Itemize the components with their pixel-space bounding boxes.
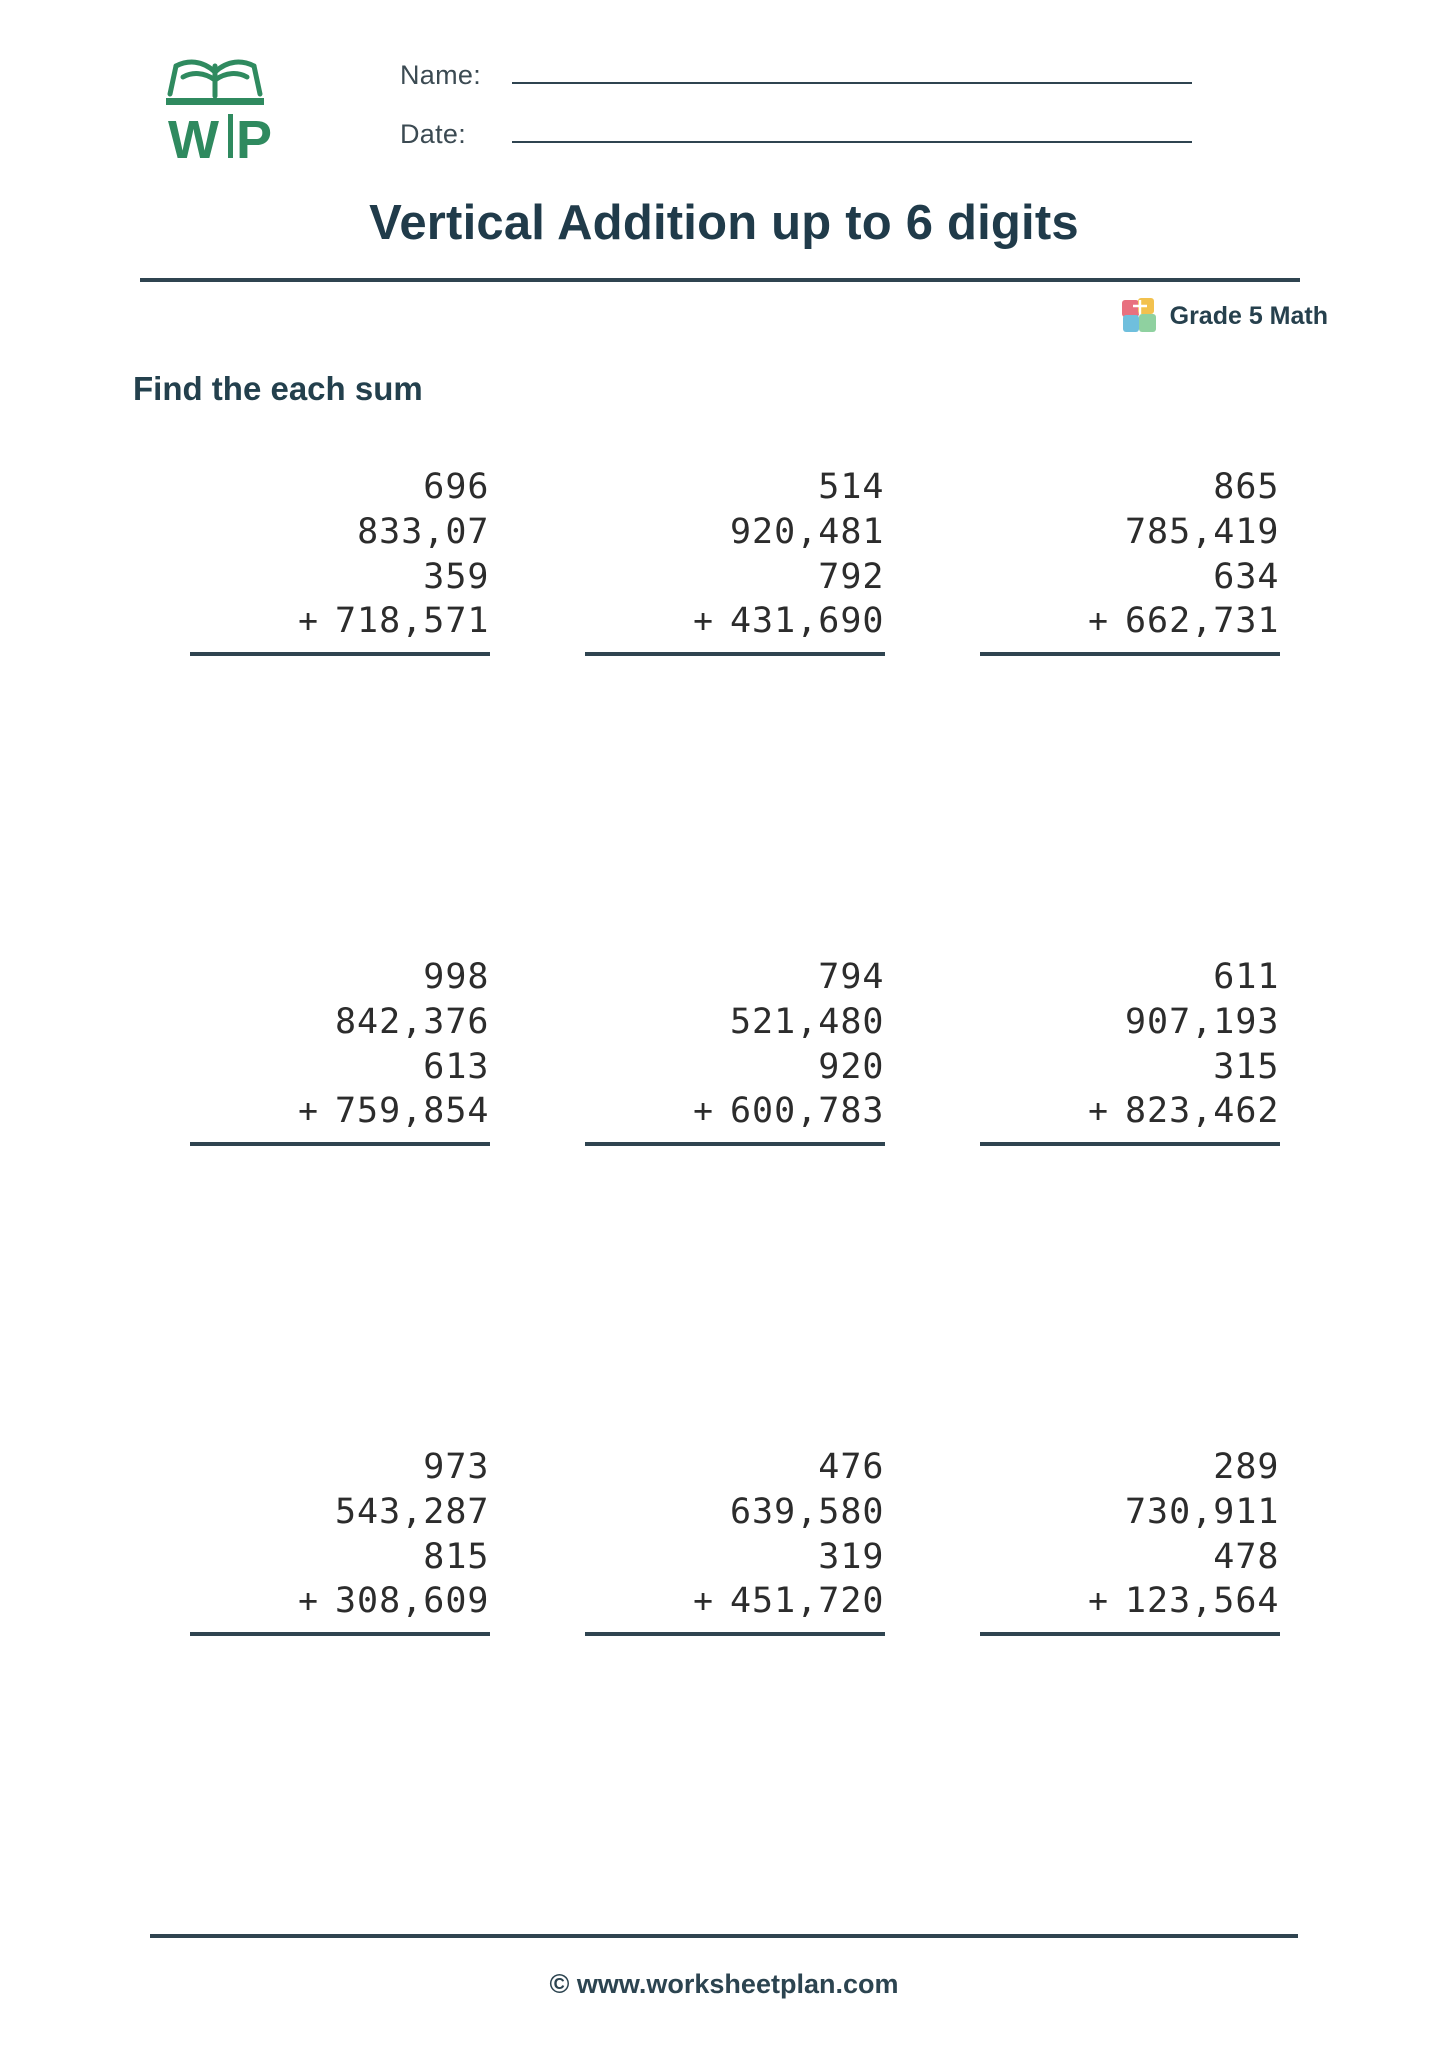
answer-line[interactable] <box>980 652 1280 656</box>
addend-4: 431,690 <box>729 601 885 642</box>
problem-2 <box>528 455 923 945</box>
operator-row <box>956 1579 1286 1624</box>
date-field-row <box>400 119 1300 150</box>
title-divider <box>140 278 1300 282</box>
operator-row <box>561 1089 891 1134</box>
operator-row <box>166 1579 496 1624</box>
name-field-row <box>400 60 1300 91</box>
answer-line[interactable] <box>585 652 885 656</box>
addend-3: 359 <box>423 556 490 597</box>
addend-3: 478 <box>1213 1536 1280 1577</box>
problem-5 <box>528 945 923 1435</box>
grade-badge-label: Grade 5 Math <box>1169 301 1328 330</box>
addend-3: 315 <box>1213 1046 1280 1087</box>
operator-row <box>561 599 891 644</box>
problems-grid <box>133 455 1318 1925</box>
addend-2: 639,580 <box>729 1491 885 1532</box>
page-title: Vertical Addition up to 6 digits <box>369 196 1079 250</box>
addend-1: 696 <box>423 467 490 507</box>
addend-2: 920,481 <box>729 511 885 552</box>
name-label: Name: <box>400 60 482 90</box>
addend-4: 451,720 <box>729 1581 885 1622</box>
puzzle-pieces-icon <box>1119 295 1161 337</box>
addend-2: 907,193 <box>1124 1001 1280 1042</box>
addend-3: 815 <box>423 1536 490 1577</box>
footer-credit: © www.worksheetplan.com <box>549 1969 899 1999</box>
date-input-line[interactable] <box>512 119 1192 143</box>
plus-operator: + <box>298 601 319 641</box>
answer-line[interactable] <box>585 1142 885 1146</box>
answer-line[interactable] <box>980 1142 1280 1146</box>
addend-2: 842,376 <box>334 1001 490 1042</box>
problem-stack <box>956 1445 1286 1636</box>
addend-1: 973 <box>423 1447 490 1487</box>
addend-2: 521,480 <box>729 1001 885 1042</box>
problem-stack <box>166 465 496 656</box>
addend-4: 308,609 <box>334 1581 490 1622</box>
addend-1: 794 <box>818 957 885 997</box>
answer-line[interactable] <box>190 652 490 656</box>
date-label: Date: <box>400 119 467 149</box>
plus-operator: + <box>693 1581 714 1621</box>
addend-4: 718,571 <box>334 601 490 642</box>
problem-9 <box>923 1435 1318 1925</box>
addend-2: 785,419 <box>1124 511 1280 552</box>
problem-stack <box>561 955 891 1146</box>
addend-1: 611 <box>1213 957 1280 997</box>
addend-2: 543,287 <box>334 1491 490 1532</box>
name-date-fields <box>400 60 1300 178</box>
addend-3: 792 <box>818 556 885 597</box>
addend-3: 920 <box>818 1046 885 1087</box>
addend-2: 730,911 <box>1124 1491 1280 1532</box>
addend-4: 823,462 <box>1124 1091 1280 1132</box>
plus-operator: + <box>1088 1581 1109 1621</box>
svg-text:P: P <box>236 110 273 170</box>
addend-1: 865 <box>1213 467 1280 507</box>
addend-3: 613 <box>423 1046 490 1087</box>
problem-stack <box>166 1445 496 1636</box>
problem-8 <box>528 1435 923 1925</box>
problem-3 <box>923 455 1318 945</box>
answer-line[interactable] <box>980 1632 1280 1636</box>
answer-line[interactable] <box>585 1632 885 1636</box>
problem-stack <box>956 955 1286 1146</box>
svg-text:W: W <box>168 110 219 170</box>
answer-line[interactable] <box>190 1632 490 1636</box>
problem-stack <box>561 1445 891 1636</box>
addend-3: 319 <box>818 1536 885 1577</box>
problem-1 <box>133 455 528 945</box>
problem-6 <box>923 945 1318 1435</box>
addend-1: 998 <box>423 957 490 997</box>
plus-operator: + <box>693 1091 714 1131</box>
operator-row <box>166 1089 496 1134</box>
addend-3: 634 <box>1213 556 1280 597</box>
worksheetplan-logo <box>150 50 280 175</box>
answer-line[interactable] <box>190 1142 490 1146</box>
footer-divider <box>150 1934 1298 1938</box>
problem-stack <box>956 465 1286 656</box>
operator-row <box>956 599 1286 644</box>
operator-row <box>956 1089 1286 1134</box>
problem-4 <box>133 945 528 1435</box>
problem-7 <box>133 1435 528 1925</box>
addend-1: 476 <box>818 1447 885 1487</box>
addend-4: 662,731 <box>1124 601 1280 642</box>
addend-1: 514 <box>818 467 885 507</box>
worksheet-header <box>140 40 1328 180</box>
problem-stack <box>561 465 891 656</box>
instruction-text: Find the each sum <box>133 370 423 407</box>
plus-operator: + <box>693 601 714 641</box>
operator-row <box>166 599 496 644</box>
plus-operator: + <box>298 1581 319 1621</box>
plus-operator: + <box>1088 601 1109 641</box>
addend-2: 833,07 <box>357 511 490 552</box>
plus-operator: + <box>1088 1091 1109 1131</box>
plus-operator: + <box>298 1091 319 1131</box>
name-input-line[interactable] <box>512 60 1192 84</box>
operator-row <box>561 1579 891 1624</box>
grade-badge <box>1119 295 1328 337</box>
addend-1: 289 <box>1213 1447 1280 1487</box>
problem-stack <box>166 955 496 1146</box>
addend-4: 759,854 <box>334 1091 490 1132</box>
addend-4: 600,783 <box>729 1091 885 1132</box>
addend-4: 123,564 <box>1124 1581 1280 1622</box>
